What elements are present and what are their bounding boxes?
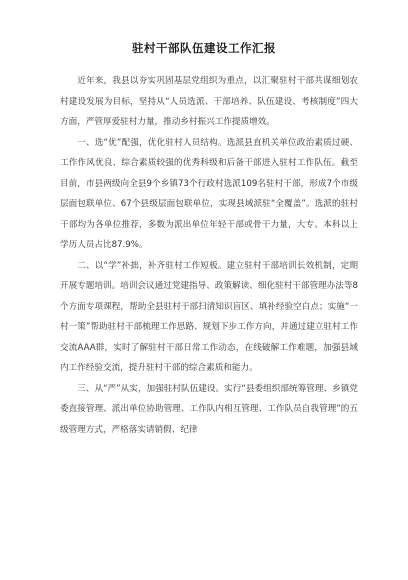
document-title: 驻村干部队伍建设工作汇报 [132, 41, 276, 55]
paragraph-intro: 近年来，我县以夯实巩固基层党组织为重点，以汇聚驻村干部共谋细划农村建设发展为目标，坚持从“人员选派、干部培养、队伍建设、考核制度”四大方面，严管厚爱驻村力量，推动乡村振兴工作提质增效。 [60, 76, 358, 127]
paragraph-section-2: 二、以“学”补拙，补齐驻村工作短板。建立驻村干部培训长效机制，定期开展专题培训。培训会议通过党建指导、政策解读、细化驻村干部管理办法等8个方面专项课程，帮助全县驻村干部扫清知识盲区、填补经验空白点；实施“一村一策”帮助驻村干部梳理工作思路、规划下步工作方向，并通过建立驻村工作交流AAA群，实时了解驻村干部日常工作动态，在线破解工作难题，加强县域内工作经验交流，提升驻村干部的综合素质和能力。 [60, 260, 358, 373]
paragraph-section-1: 一、选“优”配强，优化驻村人员结构。选派县直机关单位政治素质过硬、工作作风优良、综合素质较强的优秀科级和后备干部进入驻村工作队伍。截至目前，市县两级向全县9个乡镇73个行政村选派109名驻村干部，形成7个市级层面包联单位、67个县级层面包联单位，实现县域派驻“全覆盖”。选派的驻村干部均为各单位推荐，多数为派出单位年轻干部或骨干力量，大专、本科以上学历人员占比87.9%。 [60, 137, 358, 250]
document-body [60, 71, 358, 440]
paragraph-section-3: 三、从“严”从实，加强驻村队伍建设。实行“县委组织部统筹管理、乡镇党委直接管理、派出单位协助管理、工作队内相互管理、工作队员自我管理”的五级管理方式，严格落实请销假、纪律 [60, 383, 358, 435]
